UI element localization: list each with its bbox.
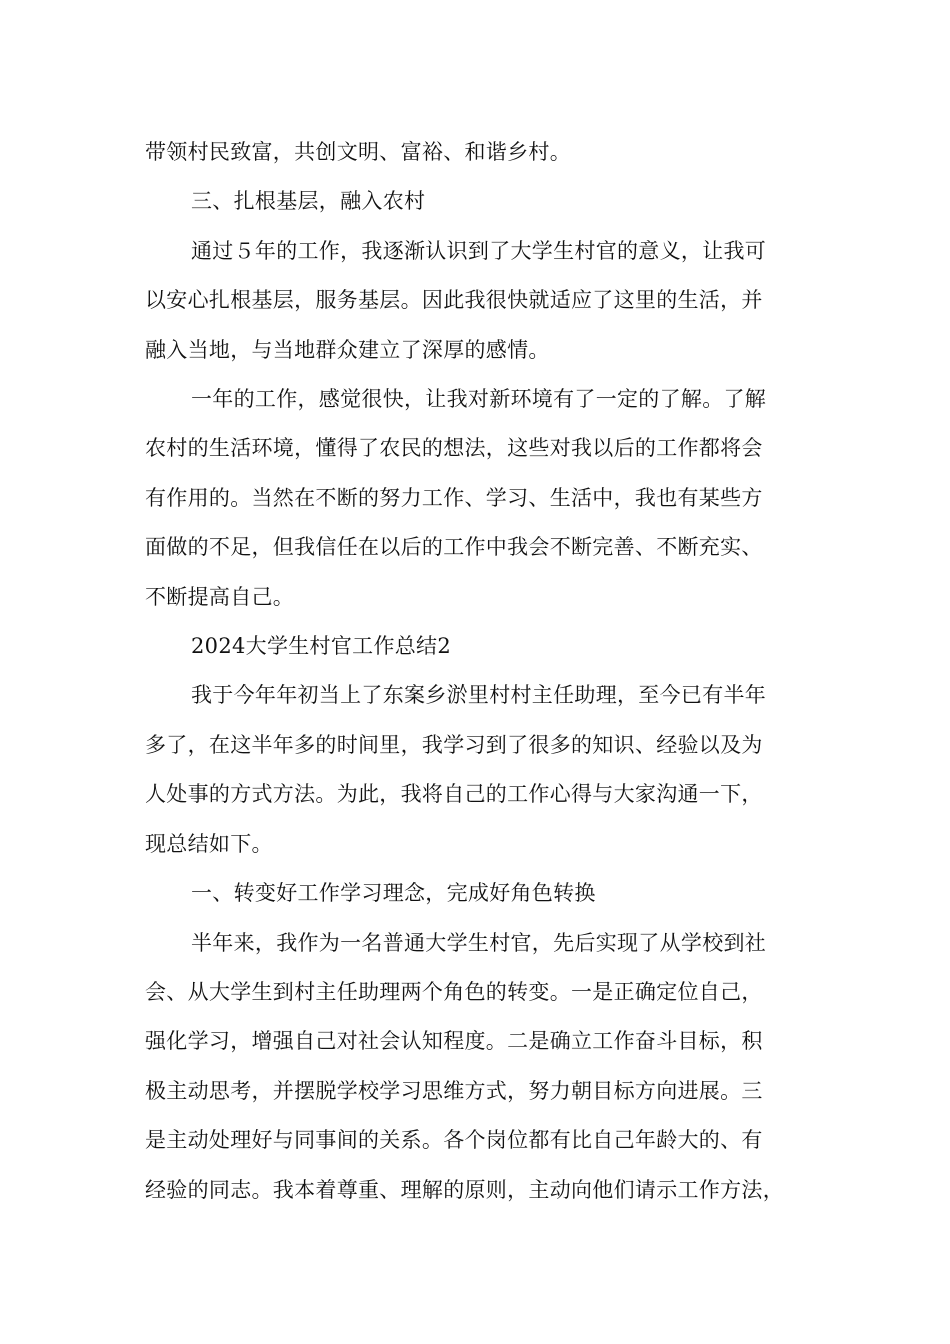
text-line: 会、从大学生到村主任助理两个角色的转变。一是正确定位自己， bbox=[145, 979, 763, 1004]
paragraph bbox=[145, 227, 825, 375]
text-line: 通过５年的工作，我逐渐认识到了大学生村官的意义，让我可 bbox=[191, 238, 767, 263]
text-line: 是主动处理好与同事间的关系。各个岗位都有比自己年龄大的、有 bbox=[145, 1128, 763, 1153]
text-line: 带领村民致富，共创文明、富裕、和谐乡村。 bbox=[145, 140, 571, 164]
text-line: 极主动思考，并摆脱学校学习思维方式，努力朝目标方向进展。三 bbox=[145, 1078, 763, 1103]
text-line: 不断提高自己。 bbox=[145, 584, 295, 609]
document-subtitle bbox=[145, 622, 825, 671]
text-line: 强化学习，增强自己对社会认知程度。二是确立工作奋斗目标，积 bbox=[145, 1029, 763, 1054]
text-line: 我于今年年初当上了东案乡淤里村村主任助理，至今已有半年 bbox=[191, 683, 767, 708]
document-body bbox=[145, 128, 825, 1215]
text-line: 农村的生活环境，懂得了农民的想法，这些对我以后的工作都将会 bbox=[145, 436, 763, 461]
section-heading-3 bbox=[145, 177, 825, 226]
text-line: 面做的不足，但我信任在以后的工作中我会不断完善、不断充实、 bbox=[145, 535, 763, 560]
paragraph bbox=[145, 375, 825, 622]
text-line: 三、扎根基层，融入农村 bbox=[191, 189, 426, 214]
text-line: 以安心扎根基层，服务基层。因此我很快就适应了这里的生活，并 bbox=[145, 288, 763, 313]
text-line: 现总结如下。 bbox=[145, 831, 273, 856]
text-line: 半年来，我作为一名普通大学生村官，先后实现了从学校到社 bbox=[191, 930, 767, 955]
text-line: 人处事的方式方法。为此，我将自己的工作心得与大家沟通一下， bbox=[145, 782, 763, 807]
paragraph bbox=[145, 919, 825, 1215]
paragraph bbox=[145, 671, 825, 869]
text-line: 融入当地，与当地群众建立了深厚的感情。 bbox=[145, 337, 550, 362]
text-line: 2024大学生村官工作总结2 bbox=[191, 634, 452, 659]
text-line: 经验的同志。我本着尊重、理解的原则，主动向他们请示工作方法， bbox=[145, 1177, 784, 1202]
text-line: 多了，在这半年多的时间里，我学习到了很多的知识、经验以及为 bbox=[145, 732, 763, 757]
section-heading-1 bbox=[145, 869, 825, 918]
text-line: 一年的工作，感觉很快，让我对新环境有了一定的了解。了解 bbox=[191, 387, 767, 412]
text-line: 一、转变好工作学习理念，完成好角色转换 bbox=[191, 881, 596, 906]
paragraph-continued bbox=[145, 128, 825, 177]
text-line: 有作用的。当然在不断的努力工作、学习、生活中，我也有某些方 bbox=[145, 485, 763, 510]
